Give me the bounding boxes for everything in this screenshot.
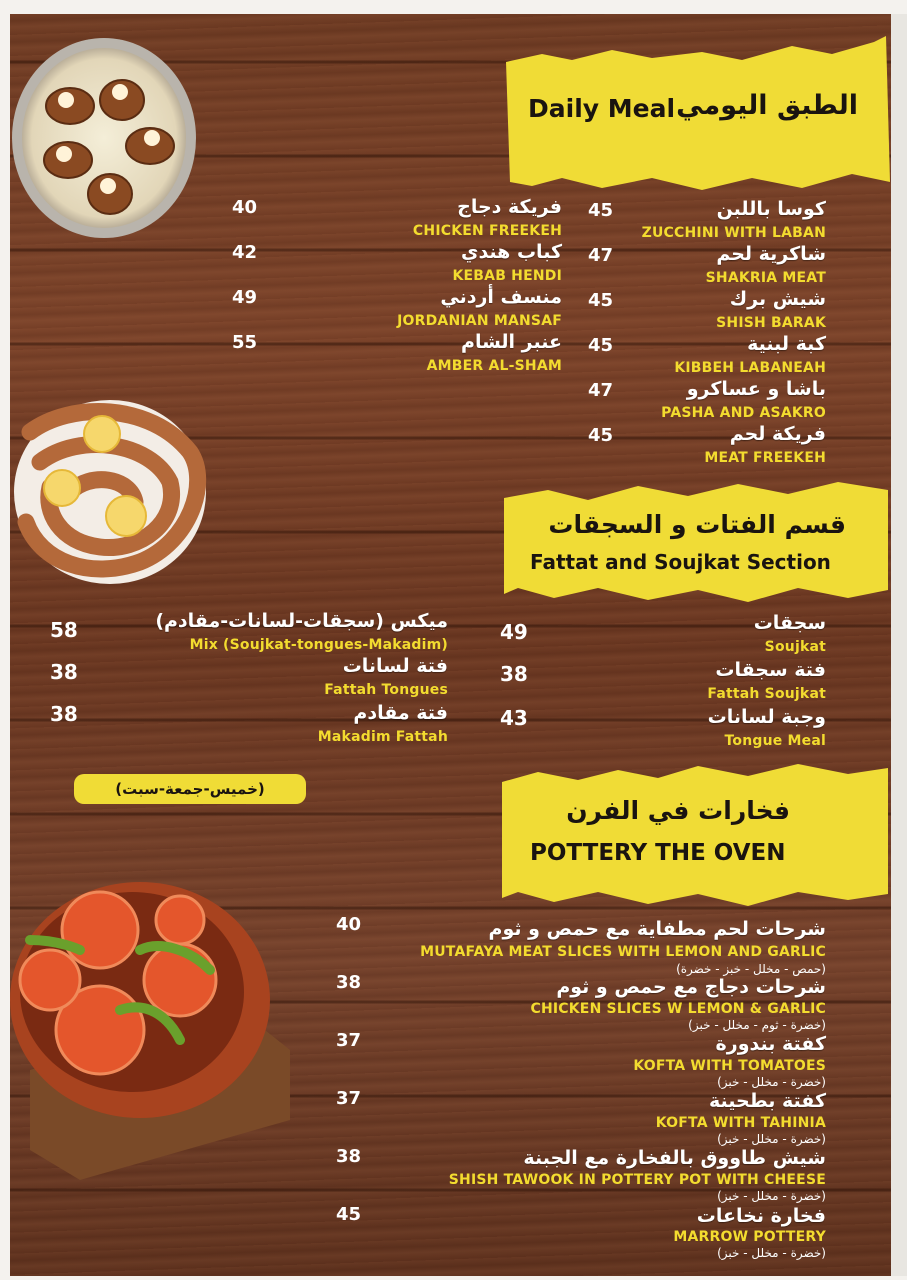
item-sides: (حمص - مخلل - خبز - خضرة) [676,962,826,976]
item-sides: (خضرة - مخلل - خبز) [717,1189,826,1203]
item-name-en: MEAT FREEKEH [704,450,826,466]
item-name-ar: شيش برك [729,288,826,310]
item-price: 45 [336,1204,362,1225]
page-edge [891,14,907,1276]
item-price: 42 [232,242,258,263]
item-price: 58 [50,618,78,642]
item-name-ar: فخارة نخاعات [696,1205,826,1227]
item-sides: (خضرة - مخلل - خبز) [717,1132,826,1146]
item-name-ar: شيش طاووق بالفخارة مع الجبنة [523,1147,826,1169]
item-price: 45 [588,200,614,221]
item-name-en: Soujkat [764,639,826,655]
item-price: 45 [588,290,614,311]
item-price: 37 [336,1030,362,1051]
item-name-ar: فريكة دجاج [457,196,562,218]
item-name-en: PASHA AND ASAKRO [661,405,826,421]
pottery-banner [498,758,892,910]
item-name-ar: شاكرية لحم [716,243,826,265]
item-name-ar: كبة لبنية [747,333,826,355]
item-name-ar: عنبر الشام [461,331,562,353]
item-name-ar: باشا و عساكرو [686,378,826,400]
item-name-ar: فتة لسانات [342,655,448,677]
item-name-ar: فتة مقادم [353,702,448,724]
item-name-en: SHISH BARAK [716,315,826,331]
item-name-en: MUTAFAYA MEAT SLICES WITH LEMON AND GARLIC [420,944,826,960]
item-name-en: Fattah Tongues [324,682,448,698]
item-name-en: KIBBEH LABANEAH [674,360,826,376]
fattat-title-en: Fattat and Soujkat Section [530,550,831,574]
item-name-ar: شرحات دجاج مع حمص و ثوم [556,976,826,998]
item-name-ar: منسف أردني [440,286,562,308]
item-price: 38 [50,702,78,726]
item-name-ar: كفتة بطحينة [709,1090,826,1112]
item-price: 38 [500,662,528,686]
item-name-en: SHAKRIA MEAT [705,270,826,286]
item-name-en: JORDANIAN MANSAF [397,313,562,329]
item-price: 49 [232,287,258,308]
item-name-en: Tongue Meal [724,733,826,749]
days-note-badge: (خميس-جمعة-سبت) [74,774,306,804]
item-name-ar: فريكة لحم [729,423,826,445]
item-name-en: CHICKEN SLICES W LEMON & GARLIC [530,1001,826,1017]
item-name-en: CHICKEN FREEKEH [412,223,562,239]
item-name-en: KEBAB HENDI [452,268,562,284]
pottery-title-ar: فخارات في الفرن [566,796,790,825]
item-name-en: KOFTA WITH TOMATOES [633,1058,826,1074]
item-price: 47 [588,380,614,401]
fattat-banner [498,474,892,606]
daily-meal-title-ar: الطبق اليومي [676,90,858,121]
pottery-dish-photo [10,860,300,1190]
item-price: 38 [50,660,78,684]
soujkat-photo [10,392,210,588]
item-price: 38 [336,1146,362,1167]
item-name-en: MARROW POTTERY [673,1229,826,1245]
item-price: 45 [588,425,614,446]
fattat-title-ar: قسم الفتات و السجقات [548,510,846,539]
item-price: 37 [336,1088,362,1109]
item-price: 47 [588,245,614,266]
item-name-ar: ميكس (سجقات-لسانات-مقادم) [155,610,448,632]
item-price: 49 [500,620,528,644]
item-price: 45 [588,335,614,356]
item-name-en: Fattah Soujkat [707,686,826,702]
kibbeh-labaneah-photo [10,34,210,244]
item-price: 40 [232,197,258,218]
item-name-ar: كباب هندي [461,241,562,263]
item-name-en: Makadim Fattah [317,729,448,745]
item-name-en: Mix (Soujkat-tongues-Makadim) [189,637,448,653]
item-sides: (خضرة - ثوم - مخلل - خبز) [688,1018,826,1032]
item-name-en: ZUCCHINI WITH LABAN [641,225,826,241]
pottery-title-en: POTTERY THE OVEN [530,840,786,866]
item-sides: (خضرة - مخلل - خبز) [717,1246,826,1260]
item-name-ar: فتة سجقات [715,659,826,681]
item-name-ar: وجبة لسانات [707,706,826,728]
item-name-ar: كوسا باللبن [716,198,826,220]
item-price: 40 [336,914,362,935]
item-price: 43 [500,706,528,730]
item-name-ar: سجقات [753,612,826,634]
item-sides: (خضرة - مخلل - خبز) [717,1075,826,1089]
item-name-en: KOFTA WITH TAHINIA [655,1115,826,1131]
item-name-en: AMBER AL-SHAM [426,358,562,374]
daily-meal-title-en: Daily Meal [528,94,676,123]
menu-page [10,14,892,1276]
item-price: 38 [336,972,362,993]
item-name-ar: شرحات لحم مطفاية مع حمص و ثوم [488,918,826,940]
item-price: 55 [232,332,258,353]
item-name-en: SHISH TAWOOK IN POTTERY POT WITH CHEESE [448,1172,826,1188]
item-name-ar: كفتة بندورة [715,1033,826,1055]
